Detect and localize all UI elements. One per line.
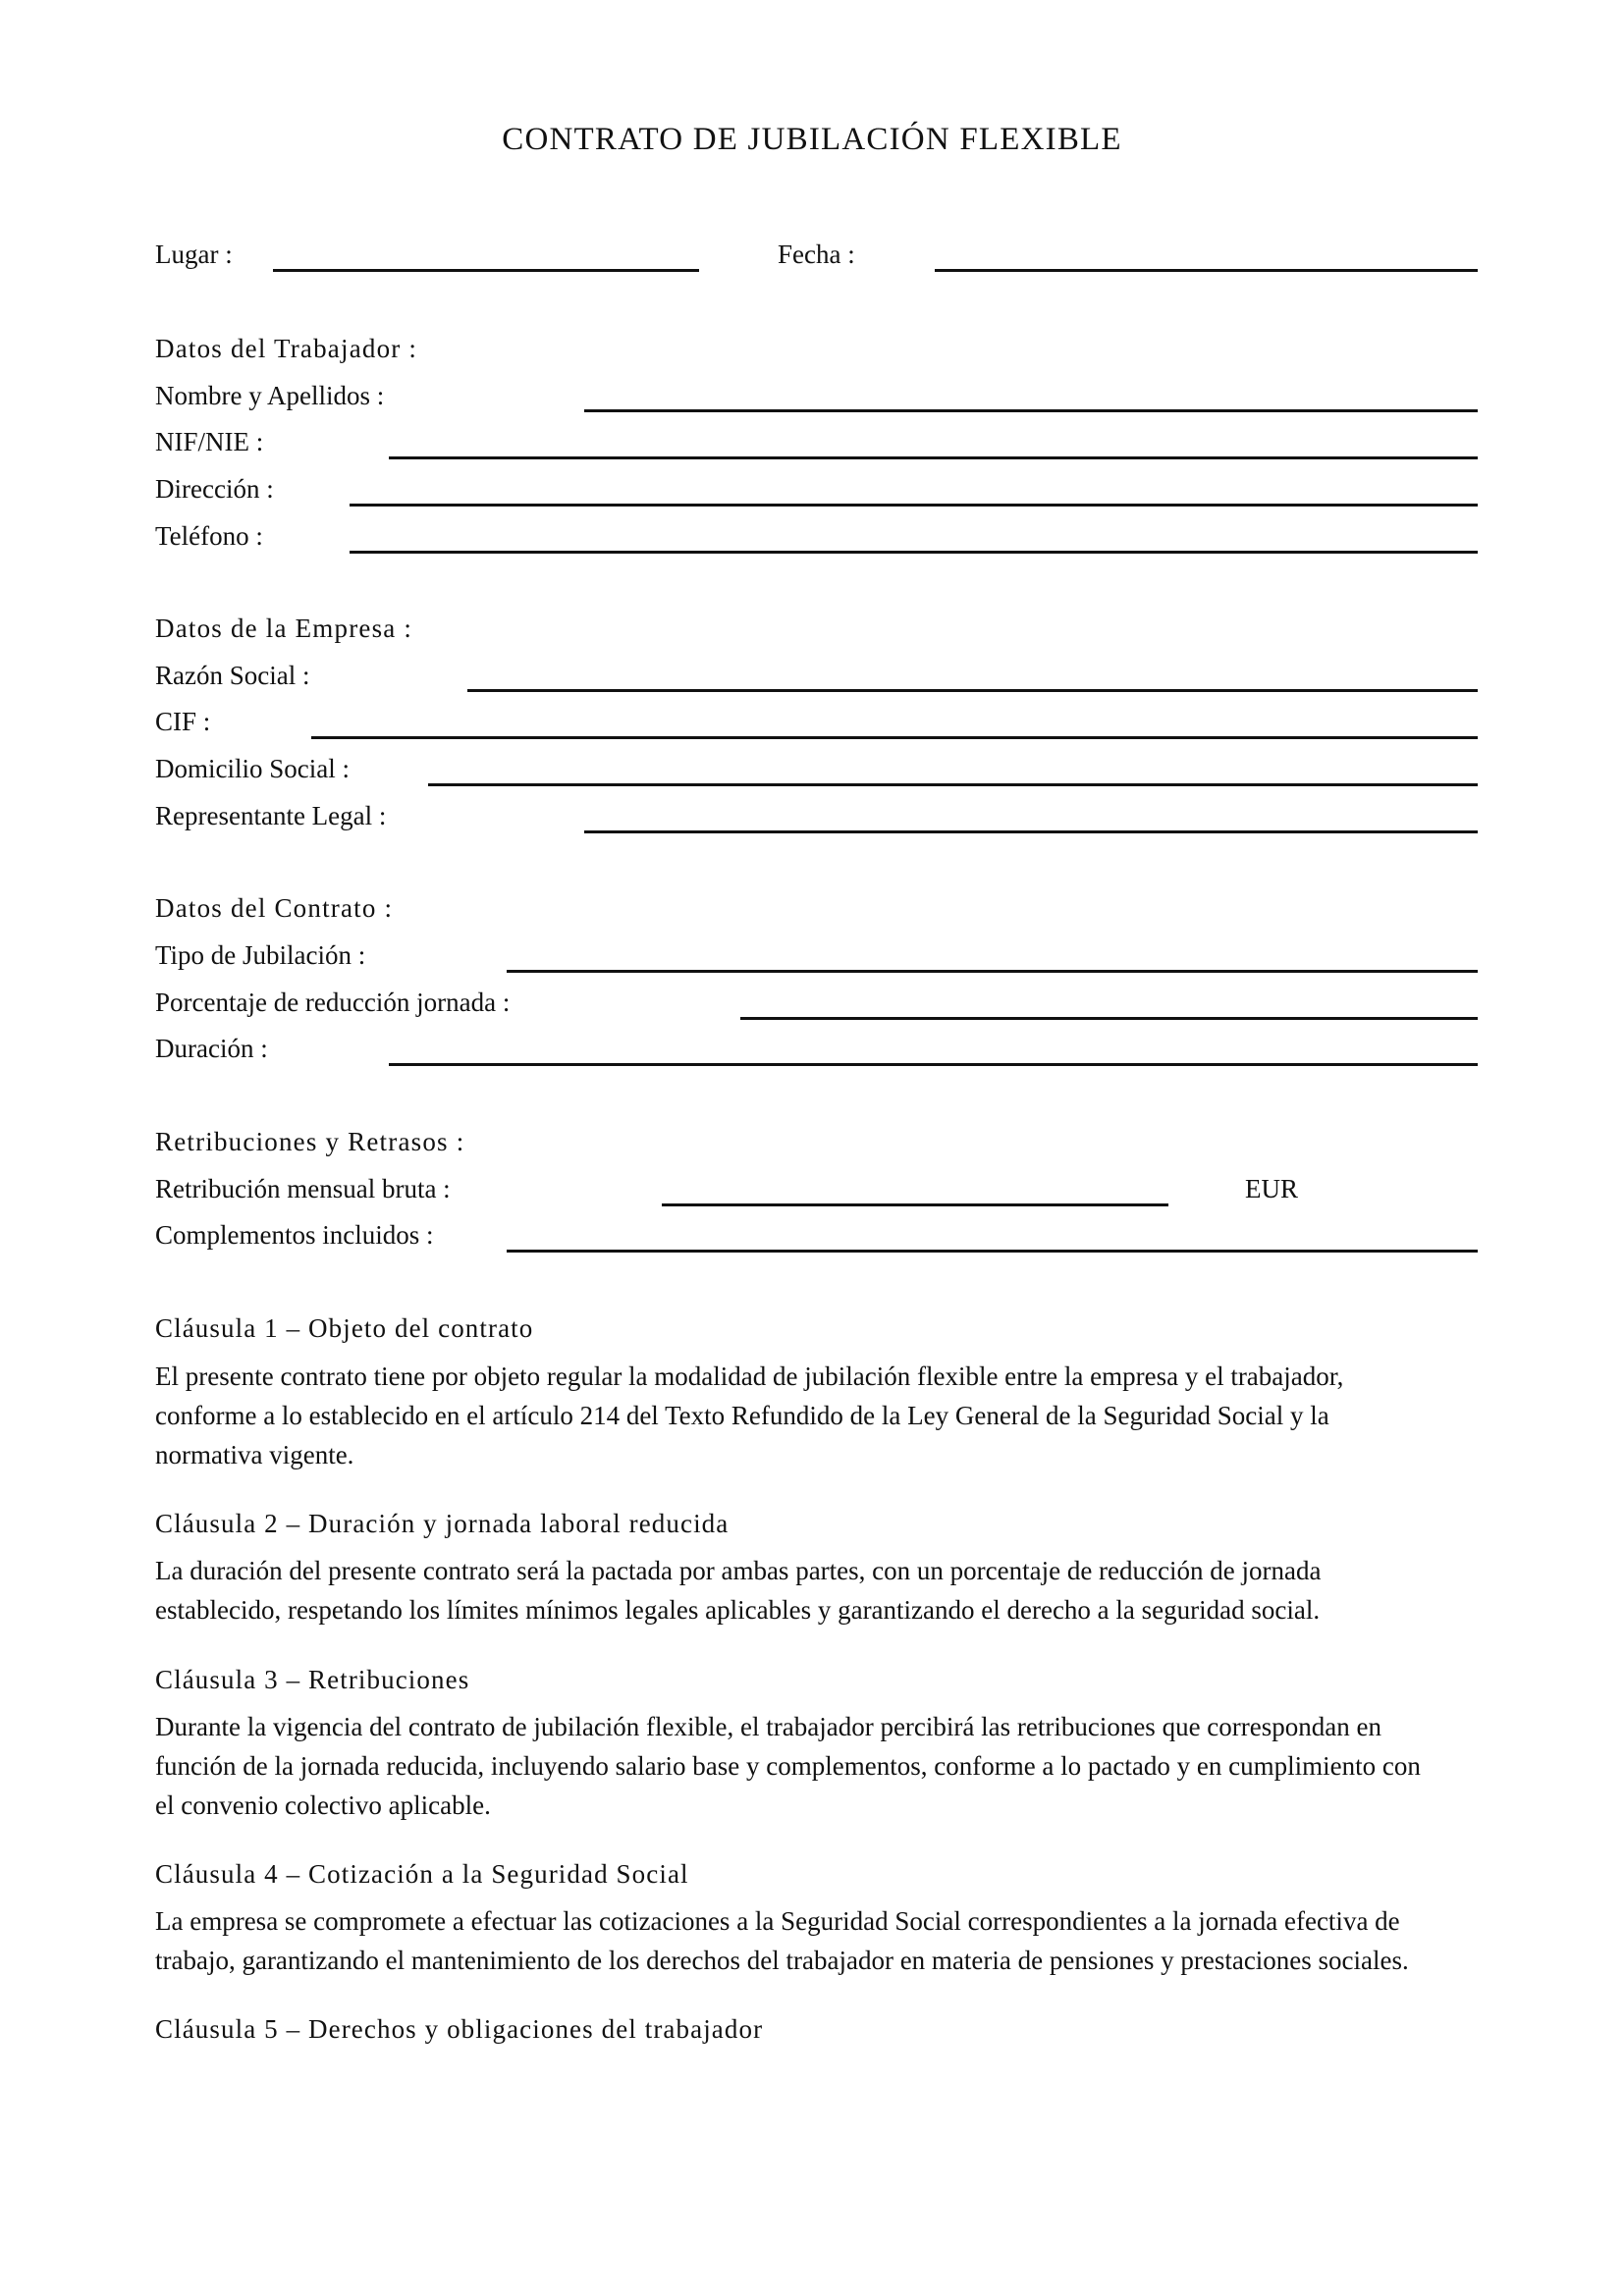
clause-5-heading: Cláusula 5 – Derechos y obligaciones del trabajador — [155, 2014, 764, 2044]
clause-4-line: trabajo, garantizando el mantenimiento de los derechos del trabajador en materia de pensiones y prestaciones sociales. — [155, 1946, 1409, 1975]
clause-2-body — [155, 1551, 1483, 1629]
currency-label: EUR — [1245, 1174, 1298, 1203]
duration-field[interactable] — [389, 1063, 1478, 1066]
business-name-field[interactable] — [467, 689, 1478, 692]
clause-1-body — [155, 1357, 1483, 1474]
legal-rep-label: Representante Legal : — [155, 801, 387, 830]
date-field[interactable] — [935, 269, 1478, 272]
worker-phone-field[interactable] — [350, 551, 1478, 554]
clause-4-body — [155, 1901, 1483, 1980]
worker-phone-label: Teléfono : — [155, 521, 263, 551]
contract-section-heading: Datos del Contrato : — [155, 893, 394, 923]
duration-label: Duración : — [155, 1034, 268, 1063]
clause-4-line: La empresa se compromete a efectuar las cotizaciones a la Seguridad Social correspondientes a la jornada efectiva de — [155, 1906, 1400, 1936]
supplements-label: Complementos incluidos : — [155, 1220, 434, 1250]
clause-4-heading: Cláusula 4 – Cotización a la Seguridad Social — [155, 1859, 689, 1889]
worker-address-label: Dirección : — [155, 474, 274, 504]
reduction-percentage-label: Porcentaje de reducción jornada : — [155, 988, 511, 1017]
worker-id-label: NIF/NIE : — [155, 427, 264, 456]
place-field[interactable] — [273, 269, 699, 272]
reduction-percentage-field[interactable] — [740, 1017, 1478, 1020]
place-label: Lugar : — [155, 240, 233, 269]
monthly-pay-label: Retribución mensual bruta : — [155, 1174, 451, 1203]
company-section-heading: Datos de la Empresa : — [155, 614, 413, 643]
pay-section-heading: Retribuciones y Retrasos : — [155, 1127, 465, 1156]
legal-rep-field[interactable] — [584, 830, 1478, 833]
clause-1-line: El presente contrato tiene por objeto regular la modalidad de jubilación flexible entre la empresa y el trabajador, — [155, 1362, 1344, 1391]
cif-label: CIF : — [155, 707, 211, 736]
registered-address-field[interactable] — [428, 783, 1478, 786]
clause-2-line: La duración del presente contrato será la pactada por ambas partes, con un porcentaje de reducción de jornada — [155, 1556, 1322, 1585]
retirement-type-label: Tipo de Jubilación : — [155, 940, 366, 970]
registered-address-label: Domicilio Social : — [155, 754, 350, 783]
worker-section-heading: Datos del Trabajador : — [155, 334, 418, 363]
worker-id-field[interactable] — [389, 456, 1478, 459]
clause-2-line: establecido, respetando los límites mínimos legales aplicables y garantizando el derecho a la seguridad social. — [155, 1595, 1321, 1625]
clause-1-line: normativa vigente. — [155, 1440, 354, 1469]
clause-3-heading: Cláusula 3 – Retribuciones — [155, 1665, 470, 1694]
monthly-pay-field[interactable] — [662, 1203, 1168, 1206]
clause-1-heading: Cláusula 1 – Objeto del contrato — [155, 1313, 534, 1343]
supplements-field[interactable] — [507, 1250, 1478, 1253]
clause-3-line: el convenio colectivo aplicable. — [155, 1790, 491, 1820]
worker-address-field[interactable] — [350, 504, 1478, 507]
cif-field[interactable] — [311, 736, 1478, 739]
date-label: Fecha : — [778, 240, 855, 269]
business-name-label: Razón Social : — [155, 661, 310, 690]
document-title: CONTRATO DE JUBILACIÓN FLEXIBLE — [502, 122, 1122, 157]
clause-1-line: conforme a lo establecido en el artículo 214 del Texto Refundido de la Ley General de la Seguridad Social y la — [155, 1401, 1329, 1430]
clause-3-line: función de la jornada reducida, incluyendo salario base y complementos, conforme a lo pactado y en cumplimiento con — [155, 1751, 1421, 1781]
retirement-type-field[interactable] — [507, 970, 1478, 973]
worker-name-field[interactable] — [584, 409, 1478, 412]
clause-3-line: Durante la vigencia del contrato de jubilación flexible, el trabajador percibirá las retribuciones que correspondan en — [155, 1712, 1381, 1741]
clause-2-heading: Cláusula 2 – Duración y jornada laboral reducida — [155, 1509, 730, 1538]
clause-3-body — [155, 1707, 1483, 1825]
worker-name-label: Nombre y Apellidos : — [155, 381, 385, 410]
